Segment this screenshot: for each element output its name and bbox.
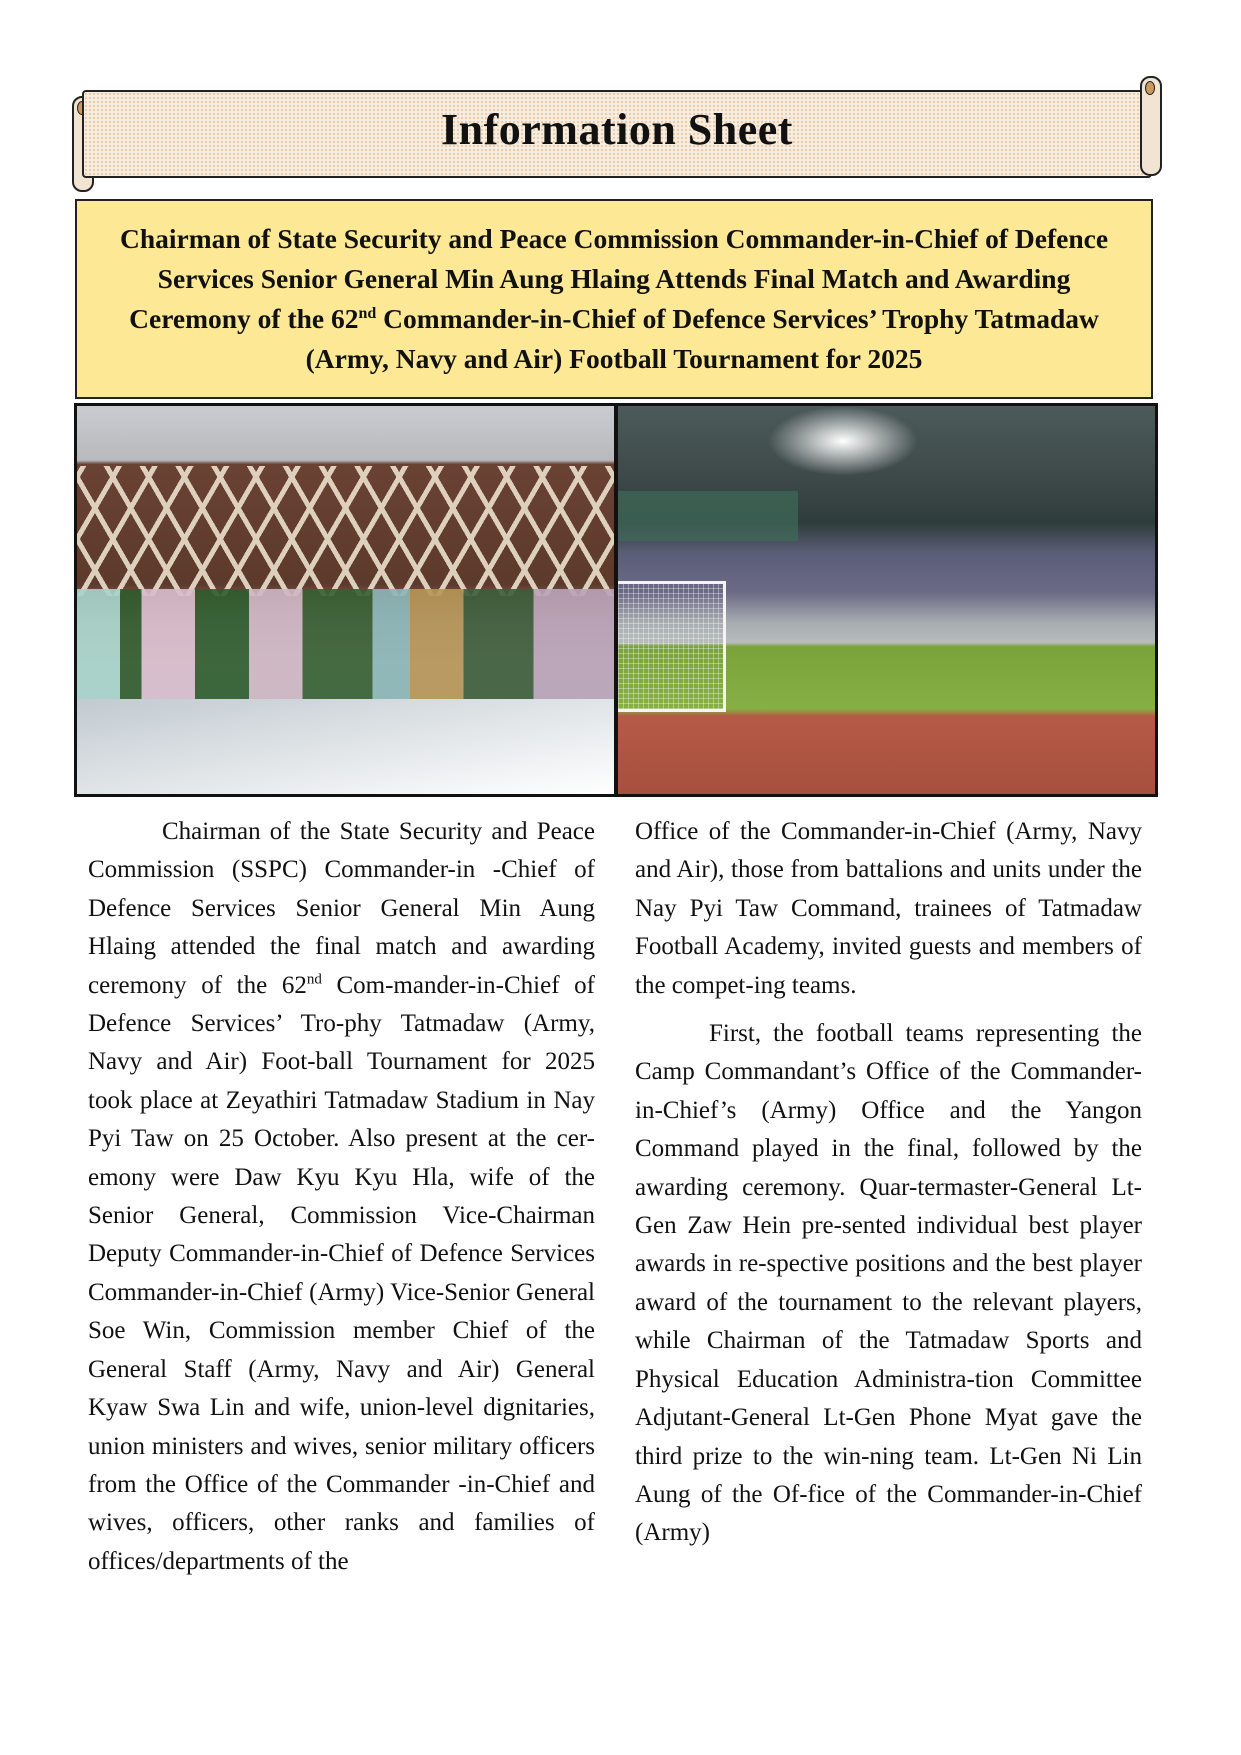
decorative-lattice-wall bbox=[77, 466, 614, 596]
headline-ordinal-suffix: nd bbox=[358, 304, 377, 322]
headline-part-1: Chairman of State Security and Peace Commission Commander-in-Chief of Defence Services Senior General Min Aung Hlaing Attends Final Match and Awarding Ceremony of the 62 bbox=[119, 223, 1109, 334]
article-paragraph bbox=[88, 813, 595, 1581]
floodlight-glare bbox=[768, 406, 918, 476]
ordinal-suffix: nd bbox=[306, 971, 322, 988]
headline-part-2: Commander-in-Chief of Defence Services’ Trophy Tatmadaw (Army, Navy and Air) Football Tournament for 2025 bbox=[305, 303, 1099, 374]
photo-vip-stand bbox=[77, 406, 614, 794]
glass-railing bbox=[77, 699, 614, 794]
article-paragraph: First, the football teams representing the Camp Commandant’s Office of the Commander-in-Chief’s (Army) Office and the Yangon Command played in the final, followed by the awarding ceremony. Quar-termaster-General Lt-Gen Zaw Hein pre-sented individual best player awards in re-spective positions and the best player award of the tournament to the relevant players, while Chairman of the Tatmadaw Sports and Physical Education Administra-tion Committee Adjutant-General Lt-Gen Phone Myat gave the third prize to the win-ning team. Lt-Gen Ni Lin Aung of the Of-fice of the Commander-in-Chief (Army) bbox=[635, 1020, 1142, 1547]
article-column-right bbox=[635, 813, 1142, 1553]
paragraph-text: Chairman of the State Security and Peace Commission (SSPC) Commander-in -Chief of Defence Services Senior General Min Aung Hlaing attended the final match and awarding ceremony of the 62 bbox=[88, 818, 595, 999]
seated-dignitaries bbox=[77, 589, 614, 699]
stadium-banner-sign bbox=[618, 491, 798, 541]
photo-football-match bbox=[618, 406, 1155, 794]
headline-title bbox=[77, 219, 1151, 379]
headline-box bbox=[75, 199, 1153, 399]
paragraph-text: Com-mander-in-Chief of Defence Services’ Tro-phy Tatmadaw (Army, Navy and Air) Foot-ball Tournament for 2025 took place at Zeyathiri Tatmadaw Stadium in Nay Pyi Taw on 25 October. Also present at the cer-emony were Daw Kyu Kyu Hla, wife of the Senior General, Commission Vice-Chairman Deputy Commander-in-Chief of Defence Services Commander-in-Chief (Army) Vice-Senior General Soe Win, Commission member Chief of the General Staff (Army, Navy and Air) General Kyaw Swa Lin and wife, union-level dignitaries, union ministers and wives, senior military officers from the Office of the Commander -in-Chief and wives, officers, other ranks and families of offices/departments of the bbox=[88, 971, 595, 1575]
article-column-left bbox=[88, 813, 595, 1581]
article-paragraph: Office of the Commander-in-Chief (Army, Navy and Air), those from battalions and units under the Nay Pyi Taw Command, trainees of Tatmadaw Football Academy, invited guests and members of the compet-ing teams. bbox=[635, 818, 1142, 999]
goal-net bbox=[618, 581, 726, 712]
banner-title: Information Sheet bbox=[441, 105, 793, 154]
information-sheet-banner bbox=[72, 90, 1162, 178]
photo-strip bbox=[74, 403, 1158, 797]
